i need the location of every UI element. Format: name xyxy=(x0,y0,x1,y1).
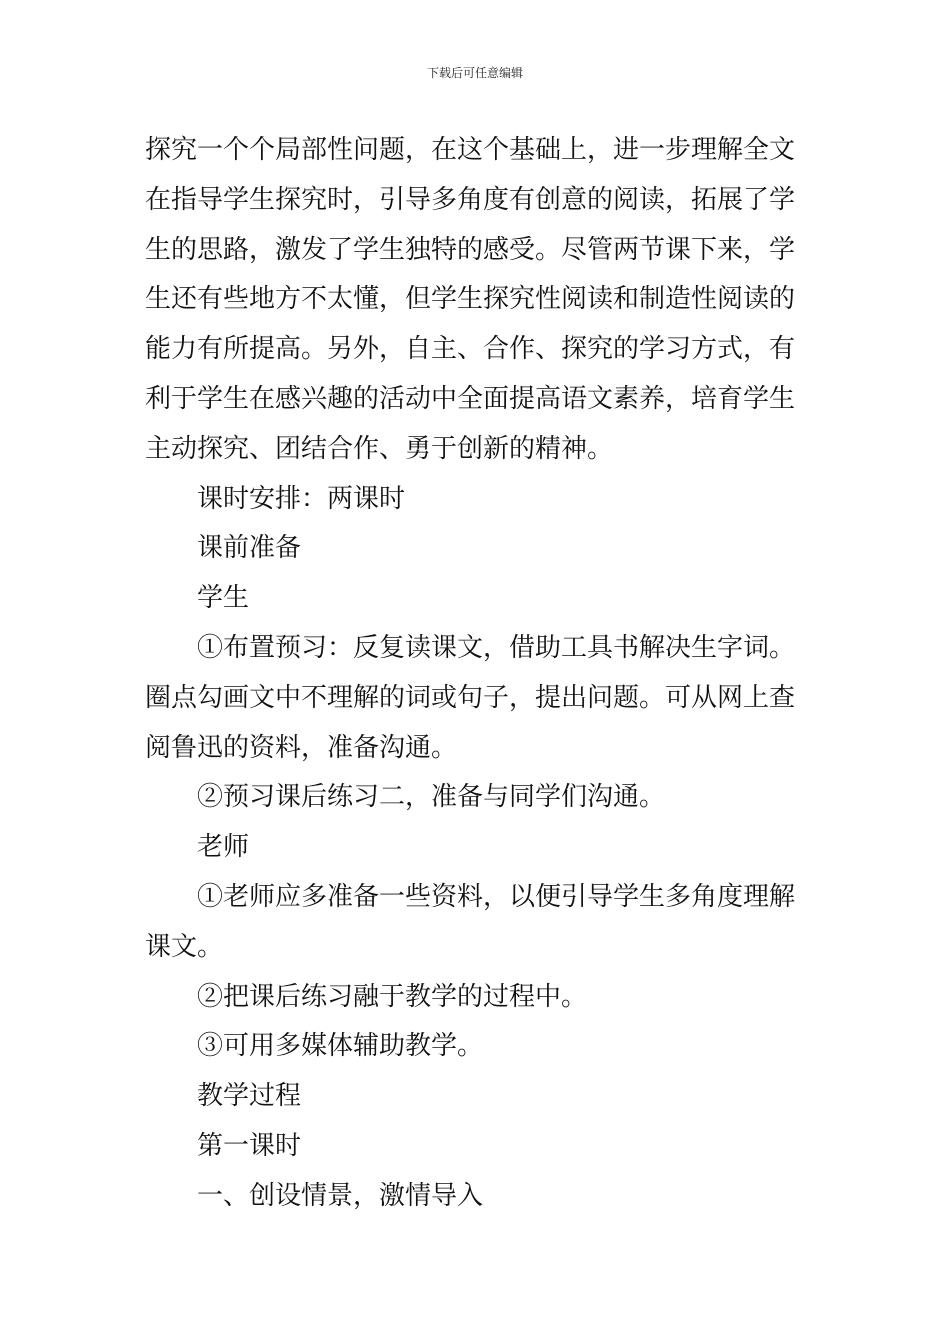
text-line: ①布置预习：反复读课文，借助工具书解决生字词。 xyxy=(197,632,796,663)
text-line: 利于学生在感兴趣的活动中全面提高语文素养，培育学生 xyxy=(145,383,796,414)
text-line: 课文。 xyxy=(145,931,224,962)
text-line: 在指导学生探究时，引导多角度有创意的阅读，拓展了学 xyxy=(145,184,796,215)
page-header: 下载后可任意编辑 xyxy=(426,66,523,80)
text-line: 圈点勾画文中不理解的词或句子，提出问题。可从网上查 xyxy=(145,682,796,713)
text-line: ①老师应多准备一些资料，以便引导学生多角度理解 xyxy=(197,881,796,912)
text-line: 生还有些地方不太懂，但学生探究性阅读和制造性阅读的 xyxy=(145,284,796,315)
subheading-teacher: 老师 xyxy=(197,832,250,863)
section-heading-process: 教学过程 xyxy=(197,1081,302,1112)
text-line: 主动探究、团结合作、勇于创新的精神。 xyxy=(145,433,614,464)
text-line: 探究一个个局部性问题，在这个基础上，进一步理解全文 xyxy=(145,135,796,165)
subheading-students: 学生 xyxy=(197,583,250,614)
text-line: ③可用多媒体辅助教学。 xyxy=(197,1031,484,1062)
section-heading-preparation: 课前准备 xyxy=(197,533,302,564)
document-body xyxy=(145,126,807,1222)
subheading-first-lesson: 第一课时 xyxy=(197,1130,302,1161)
text-line: 生的思路，激发了学生独特的感受。尽管两节课下来，学 xyxy=(145,234,796,265)
text-line: 能力有所提高。另外，自主、合作、探究的学习方式，有 xyxy=(145,334,796,365)
text-line: ②把课后练习融于教学的过程中。 xyxy=(197,981,588,1012)
class-hours-line: 课时安排：两课时 xyxy=(197,483,406,514)
subheading-intro: 一、创设情景，激情导入 xyxy=(197,1180,484,1211)
text-line: ②预习课后练习二，准备与同学们沟通。 xyxy=(197,782,666,813)
text-line: 阅鲁迅的资料，准备沟通。 xyxy=(145,732,458,763)
